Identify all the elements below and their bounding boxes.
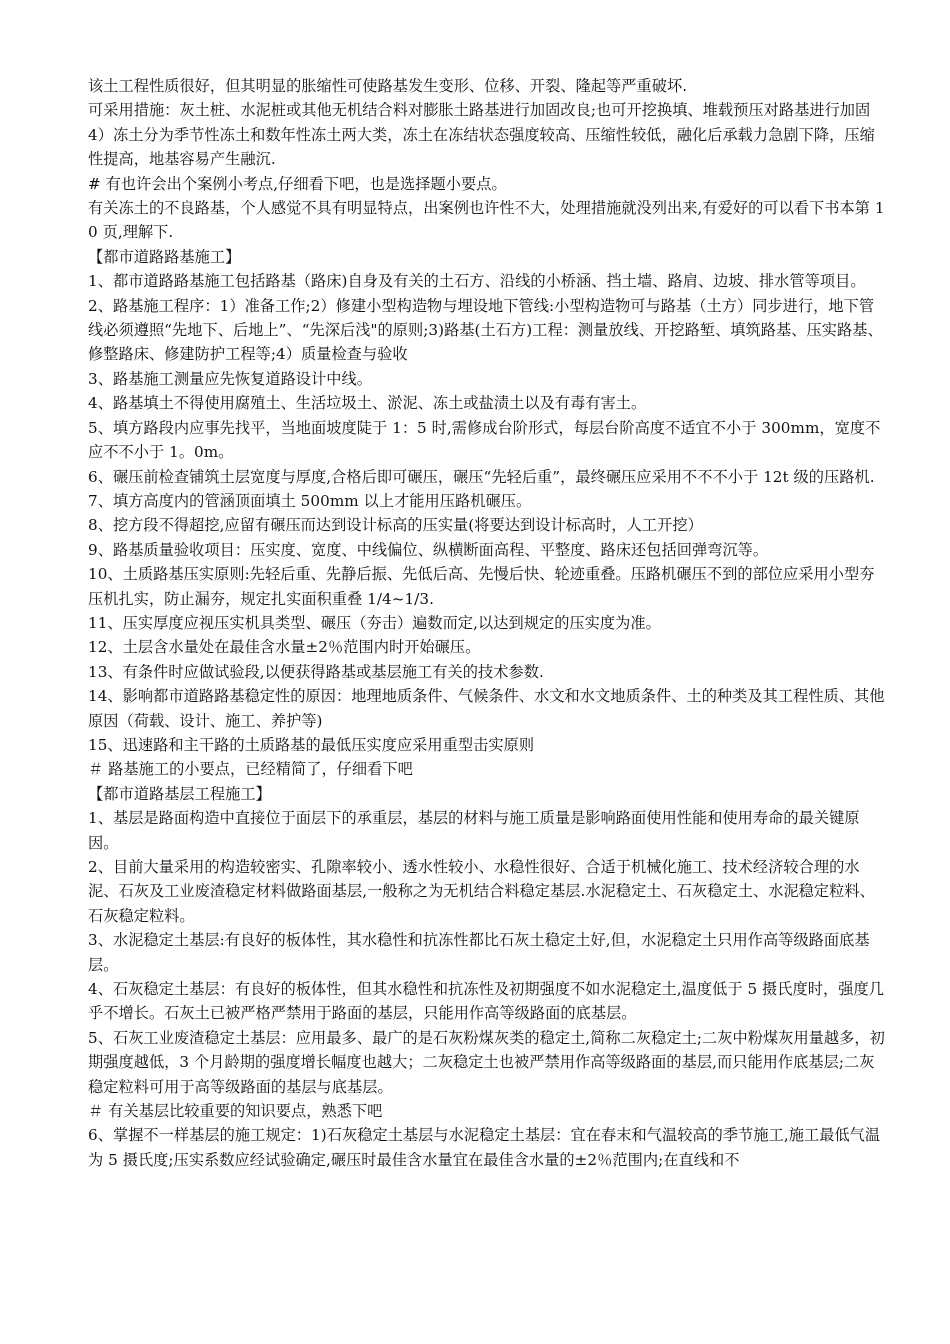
list-item-subgrade-9: 9、路基质量验收项目：压实度、宽度、中线偏位、纵横断面高程、平整度、路床还包括回弹弯沉等。 bbox=[88, 540, 769, 559]
list-item-subgrade-3: 3、路基施工测量应先恢复道路设计中线。 bbox=[88, 369, 372, 388]
list-item-subgrade-10: 10、土质路基压实原则:先轻后重、先静后振、先低后高、先慢后快、轮迹重叠。压路机碾压不到的部位应采用小型夯压机扎实，防止漏夯，规定扎实面积重叠 1/4~1/3. bbox=[88, 565, 875, 608]
list-item-subgrade-12: 12、土层含水量处在最佳含水量±2％范围内时开始碾压。 bbox=[88, 638, 481, 657]
note-base-summary: ＃ 有关基层比较重要的知识要点，熟悉下吧 bbox=[88, 1102, 383, 1121]
list-item-base-1: 1、基层是路面构造中直接位于面层下的承重层，基层的材料与施工质量是影响路面使用性能和使用寿命的最关键原因。 bbox=[88, 809, 860, 852]
list-item-subgrade-1: 1、都市道路路基施工包括路基（路床)自身及有关的土石方、沿线的小桥涵、挡土墙、路肩、边坡、排水管等项目。 bbox=[88, 272, 866, 291]
note-frozen-soil-case: # 有也许会出个案例小考点,仔细看下吧，也是选择题小要点。 bbox=[88, 174, 507, 193]
list-item-subgrade-13: 13、有条件时应做试验段,以便获得路基或基层施工有关的技术参数. bbox=[88, 662, 544, 681]
note-frozen-soil-reference: 有关冻土的不良路基，个人感觉不具有明显特点，出案例也许性不大，处理措施就没列出来,有爱好的可以看下书本第 10 页,理解下. bbox=[88, 199, 885, 242]
list-item-subgrade-15: 15、迅速路和主干路的土质路基的最低压实度应采用重型击实原则 bbox=[88, 735, 535, 754]
list-item-base-5: 5、石灰工业废渣稳定土基层：应用最多、最广的是石灰粉煤灰类的稳定土,简称二灰稳定土;二灰中粉煤灰用量越多，初期强度越低，3 个月龄期的强度增长幅度也越大；二灰稳定土也被严禁用作高等级路面的基层,而只能用作底基层;二灰稳定粒料可用于高等级路面的基层与底基层。 bbox=[88, 1028, 885, 1096]
list-item-subgrade-4: 4、路基填土不得使用腐殖土、生活垃圾土、淤泥、冻土或盐渍土以及有毒有害土。 bbox=[88, 394, 647, 413]
list-item-base-3: 3、水泥稳定土基层:有良好的板体性，其水稳性和抗冻性都比石灰土稳定土好,但，水泥稳定土只用作高等级路面底基层。 bbox=[88, 931, 870, 974]
list-item-subgrade-7: 7、填方高度内的管涵顶面填土 500mm 以上才能用压路机碾压。 bbox=[88, 491, 532, 510]
list-item-subgrade-2: 2、路基施工程序：1）准备工作;2）修建小型构造物与埋设地下管线:小型构造物可与路基（土方）同步进行，地下管线必须遵照“先地下、后地上”、“先深后浅"的原则;3)路基(土石方)工程：测量放线、开挖路堑、填筑路基、压实路基、修整路床、修建防护工程等;4）质量检查与验收 bbox=[88, 296, 883, 364]
section-heading-subgrade: 【都市道路路基施工】 bbox=[88, 247, 241, 266]
list-item-base-6: 6、掌握不一样基层的施工规定：1)石灰稳定土基层与水泥稳定土基层：宜在春末和气温较高的季节施工,施工最低气温为 5 摄氏度;压实系数应经试验确定,碾压时最佳含水量宜在最佳含水量的±2％范围内;在直线和不 bbox=[88, 1126, 881, 1169]
list-item-base-4: 4、石灰稳定土基层：有良好的板体性，但其水稳性和抗冻性及初期强度不如水泥稳定土,温度低于 5 摄氏度时，强度几乎不增长。石灰土已被严格严禁用于路面的基层，只能用作高等级路面的底基层。 bbox=[88, 980, 884, 1023]
paragraph-frozen-soil: 4）冻土分为季节性冻土和数年性冻土两大类，冻土在冻结状态强度较高、压缩性较低，融化后承载力急剧下降，压缩性提高，地基容易产生融沉. bbox=[88, 125, 875, 169]
note-subgrade-summary: ＃ 路基施工的小要点，已经精简了，仔细看下吧 bbox=[88, 760, 413, 779]
list-item-subgrade-5: 5、填方路段内应事先找平，当地面坡度陡于 1：5 时,需修成台阶形式，每层台阶高度不适宜不小于 300mm，宽度不应不不小于 1。0m。 bbox=[88, 418, 881, 462]
list-item-subgrade-8: 8、挖方段不得超挖,应留有碾压而达到设计标高的压实量(将要达到设计标高时，人工开挖） bbox=[88, 516, 703, 535]
paragraph-expansive-soil-property: 该土工程性质很好，但其明显的胀缩性可使路基发生变形、位移、开裂、隆起等严重破坏. bbox=[88, 77, 688, 95]
document-page bbox=[88, 74, 888, 1172]
list-item-subgrade-11: 11、压实厚度应视压实机具类型、碾压（夯击）遍数而定,以达到规定的压实度为准。 bbox=[88, 613, 661, 632]
section-heading-base-course: 【都市道路基层工程施工】 bbox=[88, 784, 271, 803]
list-item-base-2: 2、目前大量采用的构造较密实、孔隙率较小、透水性较小、水稳性很好、合适于机械化施工、技术经济较合理的水泥、石灰及工业废渣稳定材料做路面基层,一般称之为无机结合料稳定基层.水泥稳定土、石灰稳定土、水泥稳定粒料、石灰稳定粒料。 bbox=[88, 858, 875, 925]
list-item-subgrade-6: 6、碾压前检查铺筑土层宽度与厚度,合格后即可碾压，碾压“先轻后重”，最终碾压应采用不不不小于 12t 级的压路机. bbox=[88, 467, 875, 486]
paragraph-expansive-soil-measures: 可采用措施：灰土桩、水泥桩或其他无机结合料对膨胀土路基进行加固改良;也可开挖换填、堆载预压对路基进行加固 bbox=[88, 101, 871, 120]
list-item-subgrade-14: 14、影响都市道路路基稳定性的原因：地理地质条件、气候条件、水文和水文地质条件、土的种类及其工程性质、其他原因（荷载、设计、施工、养护等) bbox=[88, 687, 885, 730]
